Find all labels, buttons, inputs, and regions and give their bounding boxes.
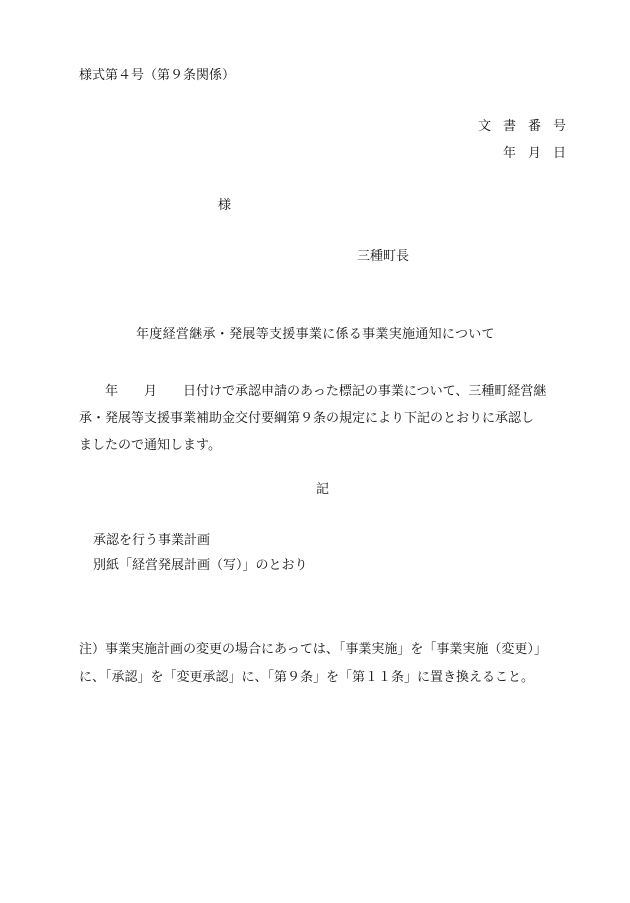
document-title: 年度経営継承・発展等支援事業に係る事業実施通知について [136,327,495,342]
body-line-3: ましたので通知します。 [79,438,221,453]
body-line-1-text: 日付けで承認申請のあった標記の事業について、三種町経営継 [183,384,547,399]
document-number-label: 文書番号 [477,119,578,134]
approved-plan-value: 別紙「経営発展計画（写）」のとおり [93,558,308,573]
note-line-2: に、「承認」を「変更承認」に、「第９条」を「第１１条」に置き換えること。 [79,670,535,685]
date-label: 年月日 [502,146,578,161]
note-line-1: 注）事業実施計画の変更の場合にあっては、「事業実施」を「事業実施（変更）」 [79,642,547,657]
body-paragraph [79,378,571,459]
sender-name: 三種町長 [357,249,410,264]
body-line-2: 承・発展等支援事業補助金交付要綱第９条の規定により下記のとおりに承認し [79,411,535,426]
approved-plan-label: 承認を行う事業計画 [93,533,211,548]
date-year-label: 年 [105,384,119,399]
ki-heading: 記 [316,482,330,497]
date-month-label: 月 [144,384,158,399]
recipient-suffix: 様 [218,198,232,213]
document-meta [477,119,578,174]
body-line-1 [79,378,571,405]
form-number: 様式第４号（第９条関係） [79,68,236,83]
note-paragraph [79,636,571,692]
